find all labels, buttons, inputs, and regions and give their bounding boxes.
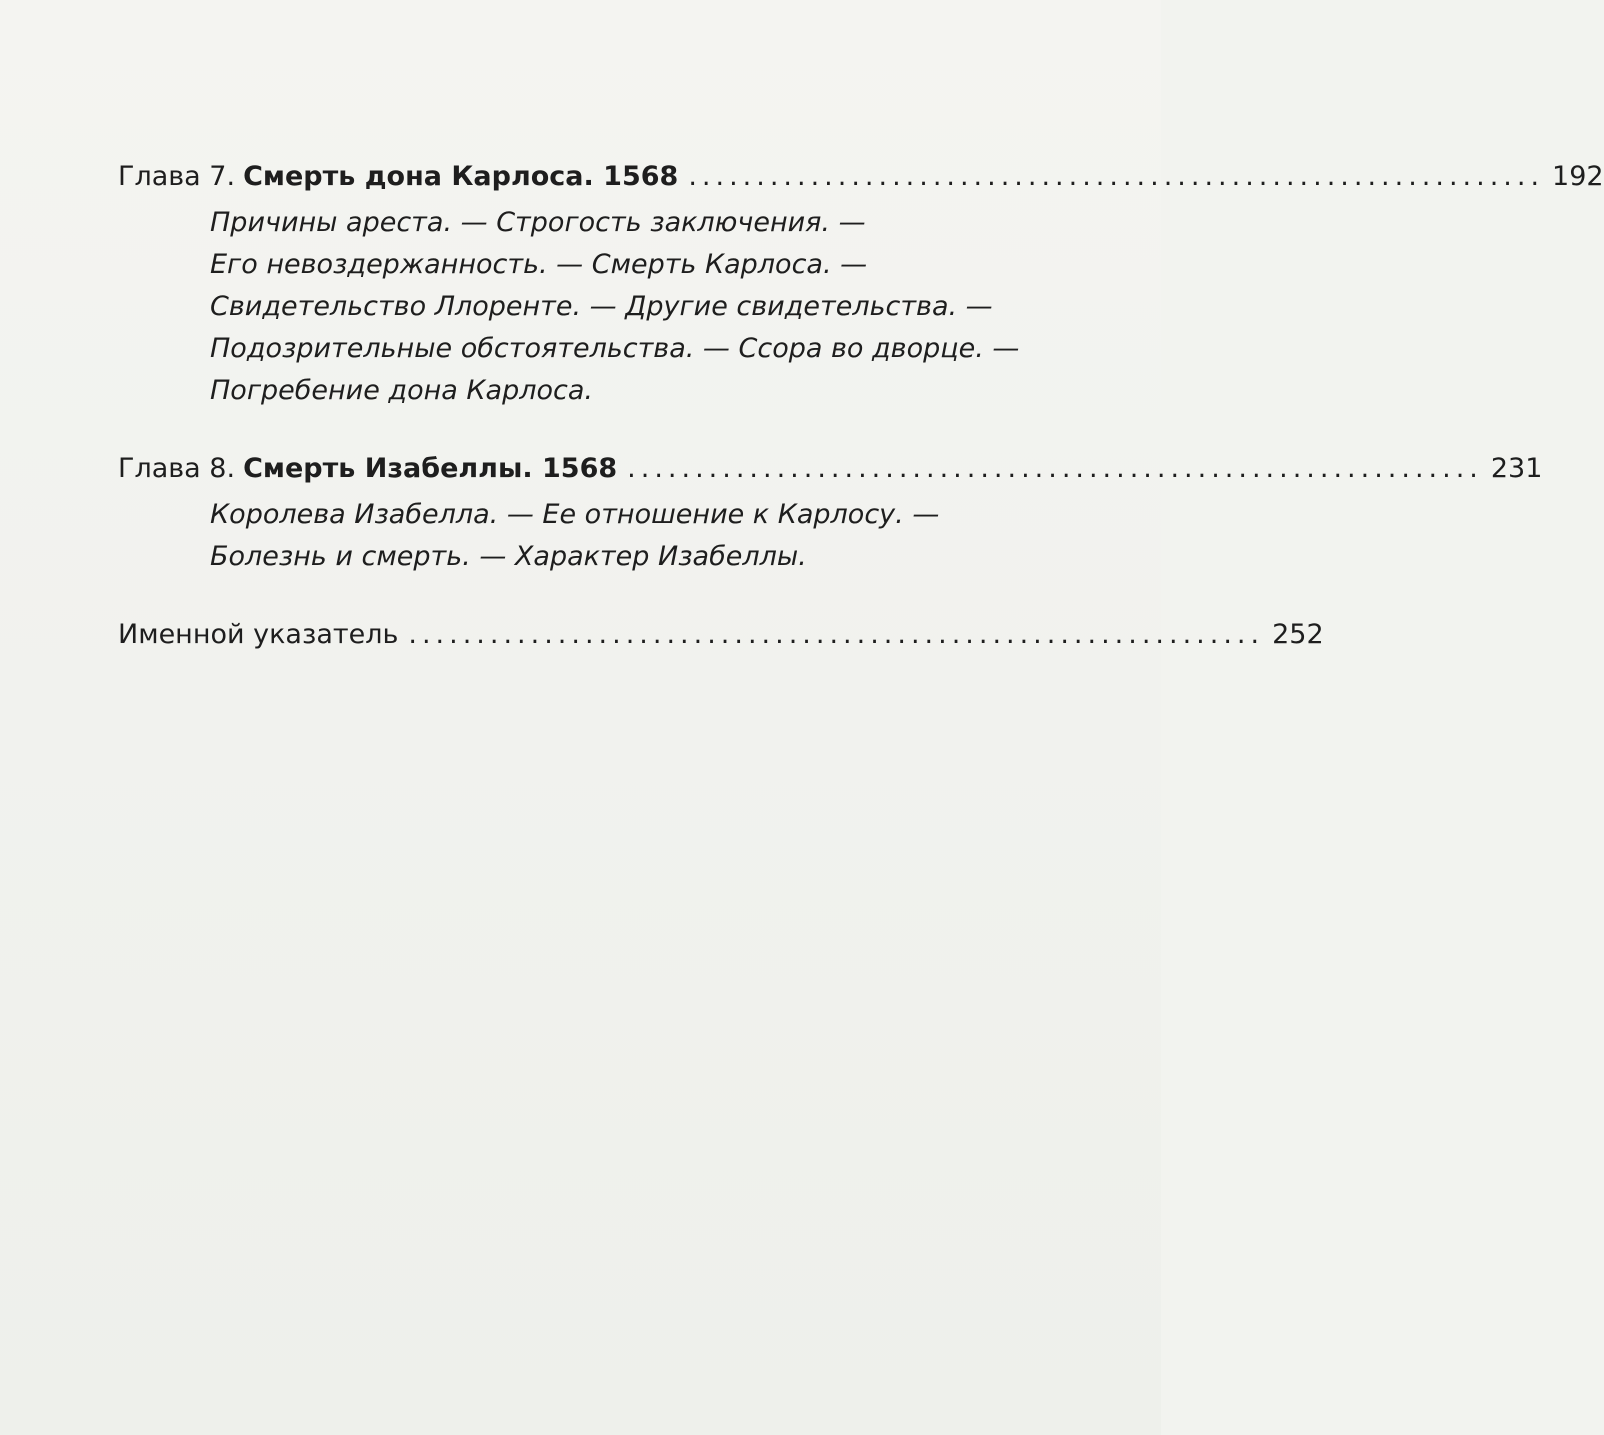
page-number: 192 [1552, 161, 1604, 192]
toc-entry-heading [118, 446, 1543, 492]
page-number: 231 [1490, 453, 1543, 484]
toc-entry-heading [118, 154, 1604, 200]
description-line: Подозрительные обстоятельства. — Ссора во дворце. — [210, 333, 1020, 364]
toc-entry-chapter-8 [118, 446, 1543, 578]
description-line: Причины ареста. — Строгость заключения. — [210, 207, 866, 238]
chapter-description [210, 494, 1098, 578]
chapter-label: Глава 8. [118, 453, 236, 484]
dot-leader: ............................................................... [627, 453, 1483, 484]
chapter-title: Смерть дона Карлоса. 1568 [243, 161, 679, 192]
chapter-title: Смерть Изабеллы. 1568 [243, 453, 618, 484]
description-line: Свидетельство Ллоренте. — Другие свидетельства. — [210, 291, 993, 322]
page-number: 252 [1272, 619, 1324, 650]
description-line: Болезнь и смерть. — Характер Изабеллы. [210, 541, 807, 572]
description-line: Погребение дона Карлоса. [210, 375, 593, 406]
chapter-label: Глава 7. [118, 161, 236, 192]
toc-entry-chapter-7 [118, 154, 1604, 412]
toc-entry-index [118, 612, 1324, 658]
dot-leader: ............................................................... [408, 619, 1265, 650]
table-of-contents [118, 154, 1604, 658]
dot-leader: ............................................................... [688, 161, 1545, 192]
toc-entry-heading [118, 612, 1324, 658]
index-label: Именной указатель [118, 619, 399, 650]
description-line: Его невоздержанность. — Смерть Карлоса. — [210, 249, 868, 280]
chapter-description [210, 202, 1098, 412]
description-line: Королева Изабелла. — Ее отношение к Карлосу. — [210, 499, 940, 530]
